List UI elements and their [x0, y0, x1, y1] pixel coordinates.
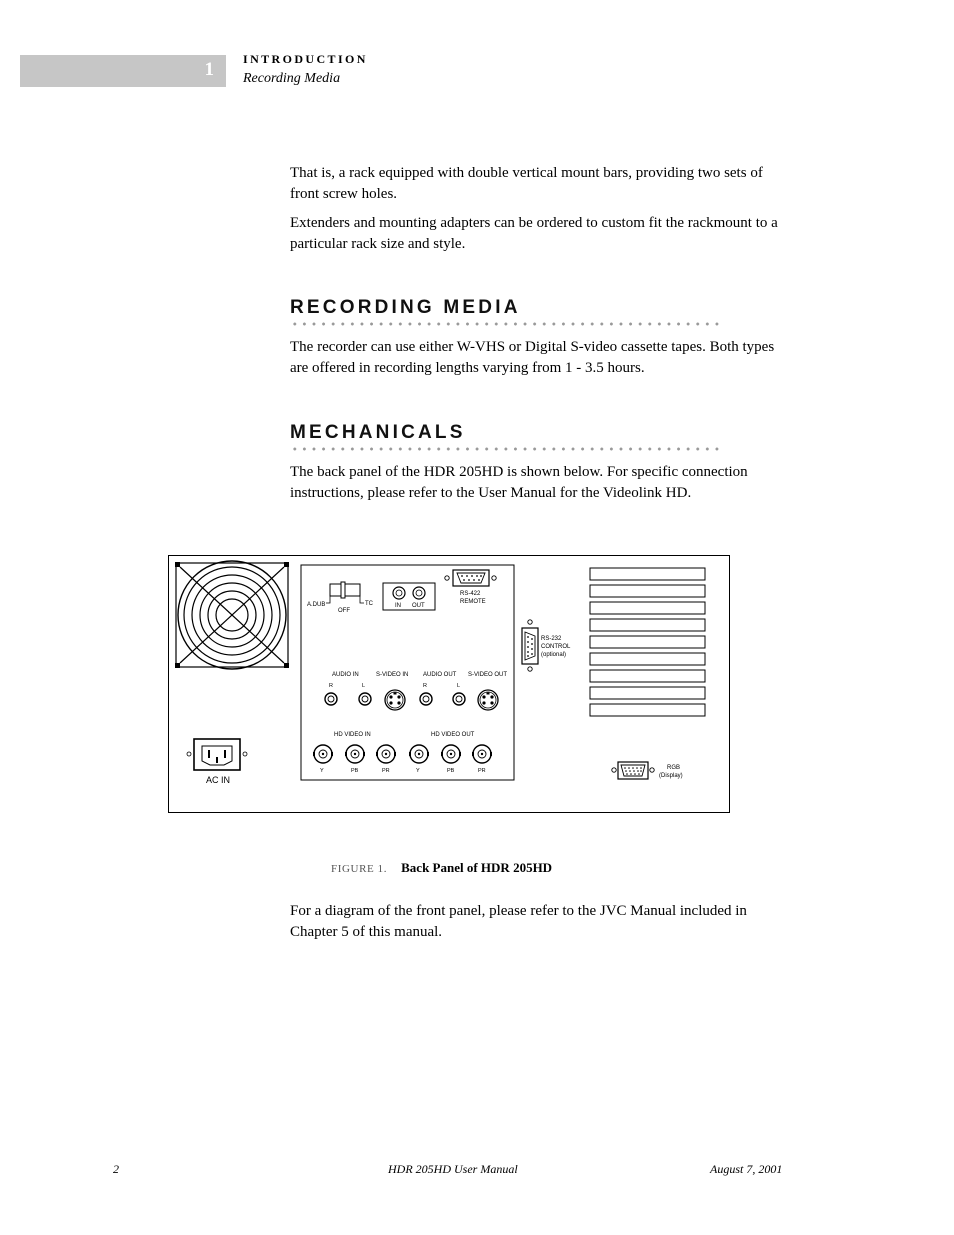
hd-in-pb-label: PB [351, 768, 359, 774]
control-label: CONTROL [541, 644, 571, 650]
out-label: OUT [412, 603, 425, 609]
tc-in-jack [393, 587, 405, 599]
rs422-label: RS-422 [460, 591, 481, 597]
audio-out-r-label: R [423, 683, 427, 689]
optional-label: (optional) [541, 652, 567, 658]
rs232-label: RS-232 [541, 636, 562, 642]
running-header-section: INTRODUCTION [243, 52, 368, 66]
figure-label: FIGURE 1. [331, 863, 388, 875]
audio-in-l-label: L [362, 683, 366, 689]
svideo-in-label: S-VIDEO IN [376, 672, 409, 678]
audio-in-label: AUDIO IN [332, 672, 359, 678]
remote-label: REMOTE [460, 599, 486, 605]
front-panel-paragraph: For a diagram of the front panel, please refer to the JVC Manual included in Chapter 5 of this manual. [290, 903, 747, 940]
hd-in-pr-label: PR [382, 768, 390, 774]
figure-caption [331, 859, 552, 877]
back-panel-diagram [168, 555, 730, 813]
intro-paragraph-2: Extenders and mounting adapters can be ordered to custom fit the rackmount to a particular rack size and style. [290, 215, 778, 252]
off-label: OFF [338, 608, 350, 614]
footer-page-number: 2 [113, 1162, 119, 1176]
chapter-tab [20, 55, 226, 87]
mechanicals-paragraph: The back panel of the HDR 205HD is shown below. For specific connection instructions, please refer to the User Manual for the Videolink HD. [290, 464, 748, 501]
heading-dotted-rule [290, 446, 722, 452]
tc-label: TC [365, 601, 373, 607]
hd-out-y-label: Y [416, 768, 420, 774]
recording-media-heading: RECORDING MEDIA [290, 297, 521, 318]
display-label: (Display) [659, 773, 683, 779]
adub-label: A.DUB [307, 602, 326, 608]
intro-paragraph-1: That is, a rack equipped with double vertical mount bars, providing two sets of front screw holes. [290, 165, 763, 202]
heading-dotted-rule [290, 321, 722, 327]
in-label: IN [395, 603, 401, 609]
audio-in-r-label: R [329, 683, 333, 689]
svideo-out-label: S-VIDEO OUT [468, 672, 508, 678]
hd-in-y-label: Y [320, 768, 324, 774]
rgb-label: RGB [667, 765, 681, 771]
figure-title: Back Panel of HDR 205HD [401, 860, 553, 875]
tc-out-jack [413, 587, 425, 599]
footer-date: August 7, 2001 [710, 1162, 783, 1176]
audio-out-l-label: L [457, 683, 461, 689]
hd-out-pr-label: PR [478, 768, 486, 774]
hd-out-pb-label: PB [447, 768, 455, 774]
audio-out-label: AUDIO OUT [423, 672, 457, 678]
hd-video-out-label: HD VIDEO OUT [431, 732, 475, 738]
mechanicals-heading: MECHANICALS [290, 422, 466, 443]
recording-media-paragraph: The recorder can use either W-VHS or Digital S-video cassette tapes. Both types are offered in recording lengths varying from 1 - 3.5 hours. [290, 339, 775, 376]
hd-video-in-label: HD VIDEO IN [334, 732, 371, 738]
running-header-subsection: Recording Media [243, 71, 341, 86]
ac-in-label: AC IN [206, 775, 231, 785]
chapter-number: 1 [204, 59, 214, 80]
footer-manual-title: HDR 205HD User Manual [388, 1162, 518, 1176]
